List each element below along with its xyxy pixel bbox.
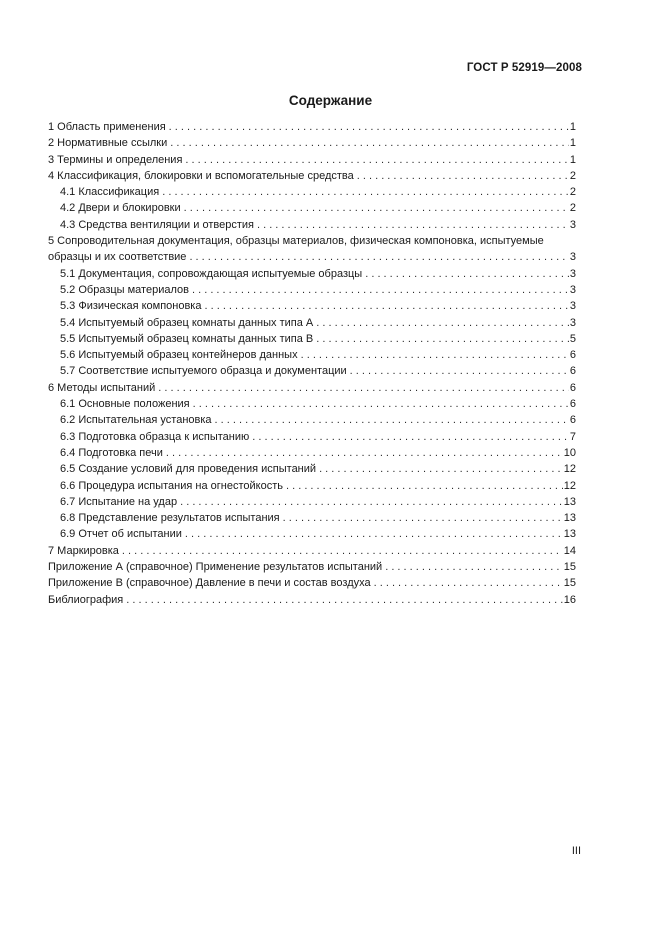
dot-leader xyxy=(185,526,563,542)
dot-leader xyxy=(193,396,569,412)
dot-leader xyxy=(357,168,569,184)
toc-entry-text: 1 Область применения xyxy=(48,121,166,133)
toc-page-number: 2 xyxy=(569,202,576,215)
toc-entry[interactable] xyxy=(48,559,576,575)
page-number: III xyxy=(571,845,581,857)
toc-page-number: 3 xyxy=(569,300,576,313)
dot-leader xyxy=(286,478,563,494)
toc-entry[interactable] xyxy=(48,184,576,200)
toc-entry[interactable] xyxy=(48,347,576,363)
toc-entry-text: 2 Нормативные ссылки xyxy=(48,137,168,150)
toc-page-number: 10 xyxy=(563,446,576,459)
toc-entry[interactable] xyxy=(48,217,576,233)
toc-entry-text: 6.7 Испытание на удар xyxy=(60,495,178,508)
toc-entry-text: 6.4 Подготовка печи xyxy=(60,446,163,459)
toc-entry[interactable] xyxy=(48,152,576,168)
document-code: ГОСТ Р 52919—2008 xyxy=(466,62,582,74)
toc-entry-text: 6.2 Испытательная установка xyxy=(60,414,212,427)
toc-entry-text: 5.4 Испытуемый образец комнаты данных типа А xyxy=(60,316,314,329)
toc-entry[interactable] xyxy=(48,526,576,542)
toc-page-number: 13 xyxy=(563,528,576,541)
toc-entry-line xyxy=(48,233,576,249)
dot-leader xyxy=(252,429,569,445)
dot-leader xyxy=(122,543,563,559)
toc-entry[interactable] xyxy=(48,119,576,135)
toc-page-number: 1 xyxy=(569,137,576,150)
toc-entry[interactable] xyxy=(48,543,576,559)
toc-entry[interactable] xyxy=(48,315,576,331)
toc-entry-text: Библиография xyxy=(48,593,124,606)
toc-page-number: 15 xyxy=(563,561,576,574)
toc-entry[interactable] xyxy=(48,429,576,445)
toc-entry-text: 5.7 Соответствие испытуемого образца и документации xyxy=(60,365,347,378)
dot-leader xyxy=(283,510,563,526)
toc-entry-text: 4 Классификация, блокировки и вспомогательные средства xyxy=(48,169,354,182)
toc-entry[interactable] xyxy=(48,331,576,347)
dot-leader xyxy=(257,217,569,233)
toc-entry[interactable] xyxy=(48,200,576,216)
toc-entry-text: 4.2 Двери и блокировки xyxy=(60,202,181,215)
toc-entry[interactable] xyxy=(48,445,576,461)
dot-leader xyxy=(319,461,563,477)
toc-page-number: 6 xyxy=(569,365,576,378)
toc-page-number: 16 xyxy=(563,593,576,606)
toc-page-number: 13 xyxy=(563,495,576,508)
dot-leader xyxy=(350,363,569,379)
toc-entry-text: Приложение А (справочное) Применение результатов испытаний xyxy=(48,561,383,574)
toc-entry-text: 7 Маркировка xyxy=(48,544,119,557)
page-title: Содержание xyxy=(288,93,373,108)
dot-leader xyxy=(126,592,563,608)
dot-leader xyxy=(204,298,568,314)
toc-page-number: 14 xyxy=(563,544,576,557)
toc-entry-text: 6.1 Основные положения xyxy=(60,398,190,411)
dot-leader xyxy=(158,380,569,396)
dot-leader xyxy=(185,152,568,168)
toc-entry[interactable] xyxy=(48,266,576,282)
toc-entry-text: 3 Термины и определения xyxy=(48,153,183,166)
toc-page-number: 3 xyxy=(569,283,576,296)
toc-page-number: 6 xyxy=(569,398,576,411)
toc-entry[interactable] xyxy=(48,396,576,412)
toc-entry[interactable] xyxy=(48,249,576,265)
toc-page-number: 2 xyxy=(569,169,576,182)
toc-entry-text: 6.9 Отчет об испытании xyxy=(60,528,182,541)
toc-entry-text: 5.2 Образцы материалов xyxy=(60,283,189,296)
toc-entry-text: 4.1 Классификация xyxy=(60,186,160,199)
toc-entry[interactable] xyxy=(48,412,576,428)
toc-entry[interactable] xyxy=(48,510,576,526)
toc-entry-text: 4.3 Средства вентиляции и отверстия xyxy=(60,218,254,231)
dot-leader xyxy=(184,200,569,216)
toc-page-number: 6 xyxy=(569,414,576,427)
toc-entry[interactable] xyxy=(48,363,576,379)
toc-entry[interactable] xyxy=(48,282,576,298)
dot-leader xyxy=(169,119,569,135)
dot-leader xyxy=(316,315,569,331)
toc-page-number: 5 xyxy=(569,332,576,345)
toc-entry[interactable] xyxy=(48,592,576,608)
toc-page-number: 6 xyxy=(569,349,576,362)
toc-page-number: 1 xyxy=(569,121,576,133)
toc-page-number: 3 xyxy=(569,316,576,329)
toc-entry-text: 5.6 Испытуемый образец контейнеров данных xyxy=(60,349,298,362)
toc-page-number: 1 xyxy=(569,153,576,166)
toc-entry-text: 5 Сопроводительная документация, образцы материалов, физическая компоновка, испытуемые xyxy=(48,235,544,248)
toc-page-number: 15 xyxy=(563,577,576,590)
toc-page-number: 6 xyxy=(569,381,576,394)
dot-leader xyxy=(365,266,569,282)
toc-entry-text: 5.3 Физическая компоновка xyxy=(60,300,202,313)
toc-page-number: 12 xyxy=(563,479,576,492)
dot-leader xyxy=(192,282,569,298)
toc-entry-text: 6.5 Создание условий для проведения испытаний xyxy=(60,463,317,476)
toc-entry-text: 6 Методы испытаний xyxy=(48,381,156,394)
dot-leader xyxy=(374,575,563,591)
dot-leader xyxy=(385,559,563,575)
toc-entry-text: 6.6 Процедура испытания на огнестойкость xyxy=(60,479,283,492)
toc-page-number: 12 xyxy=(563,463,576,476)
toc-page-number: 7 xyxy=(569,430,576,443)
dot-leader xyxy=(316,331,569,347)
toc-entry-text: 5.5 Испытуемый образец комнаты данных типа В xyxy=(60,332,314,345)
toc-entry-text: 6.8 Представление результатов испытания xyxy=(60,512,280,525)
dot-leader xyxy=(170,135,569,151)
dot-leader xyxy=(189,249,568,265)
toc-entry[interactable] xyxy=(48,494,576,510)
toc-page-number: 2 xyxy=(569,186,576,199)
toc-page-number: 3 xyxy=(569,218,576,231)
toc-entry-text: образцы и их соответствие xyxy=(48,251,187,264)
toc-entry[interactable] xyxy=(48,298,576,314)
table-of-contents xyxy=(48,119,576,608)
toc-page-number: 3 xyxy=(569,267,576,280)
dot-leader xyxy=(162,184,569,200)
toc-entry-text: Приложение В (справочное) Давление в печи и состав воздуха xyxy=(48,577,371,590)
dot-leader xyxy=(301,347,569,363)
toc-entry-text: 5.1 Документация, сопровождающая испытуемые образцы xyxy=(60,267,363,280)
dot-leader xyxy=(180,494,563,510)
toc-entry-text: 6.3 Подготовка образца к испытанию xyxy=(60,430,250,443)
toc-entry[interactable] xyxy=(48,380,576,396)
toc-page-number: 13 xyxy=(563,512,576,525)
dot-leader xyxy=(215,412,569,428)
toc-page-number: 3 xyxy=(569,251,576,264)
toc-entry[interactable] xyxy=(48,461,576,477)
toc-entry[interactable] xyxy=(48,575,576,591)
toc-entry[interactable] xyxy=(48,168,576,184)
toc-entry[interactable] xyxy=(48,478,576,494)
toc-entry[interactable] xyxy=(48,135,576,151)
dot-leader xyxy=(166,445,563,461)
